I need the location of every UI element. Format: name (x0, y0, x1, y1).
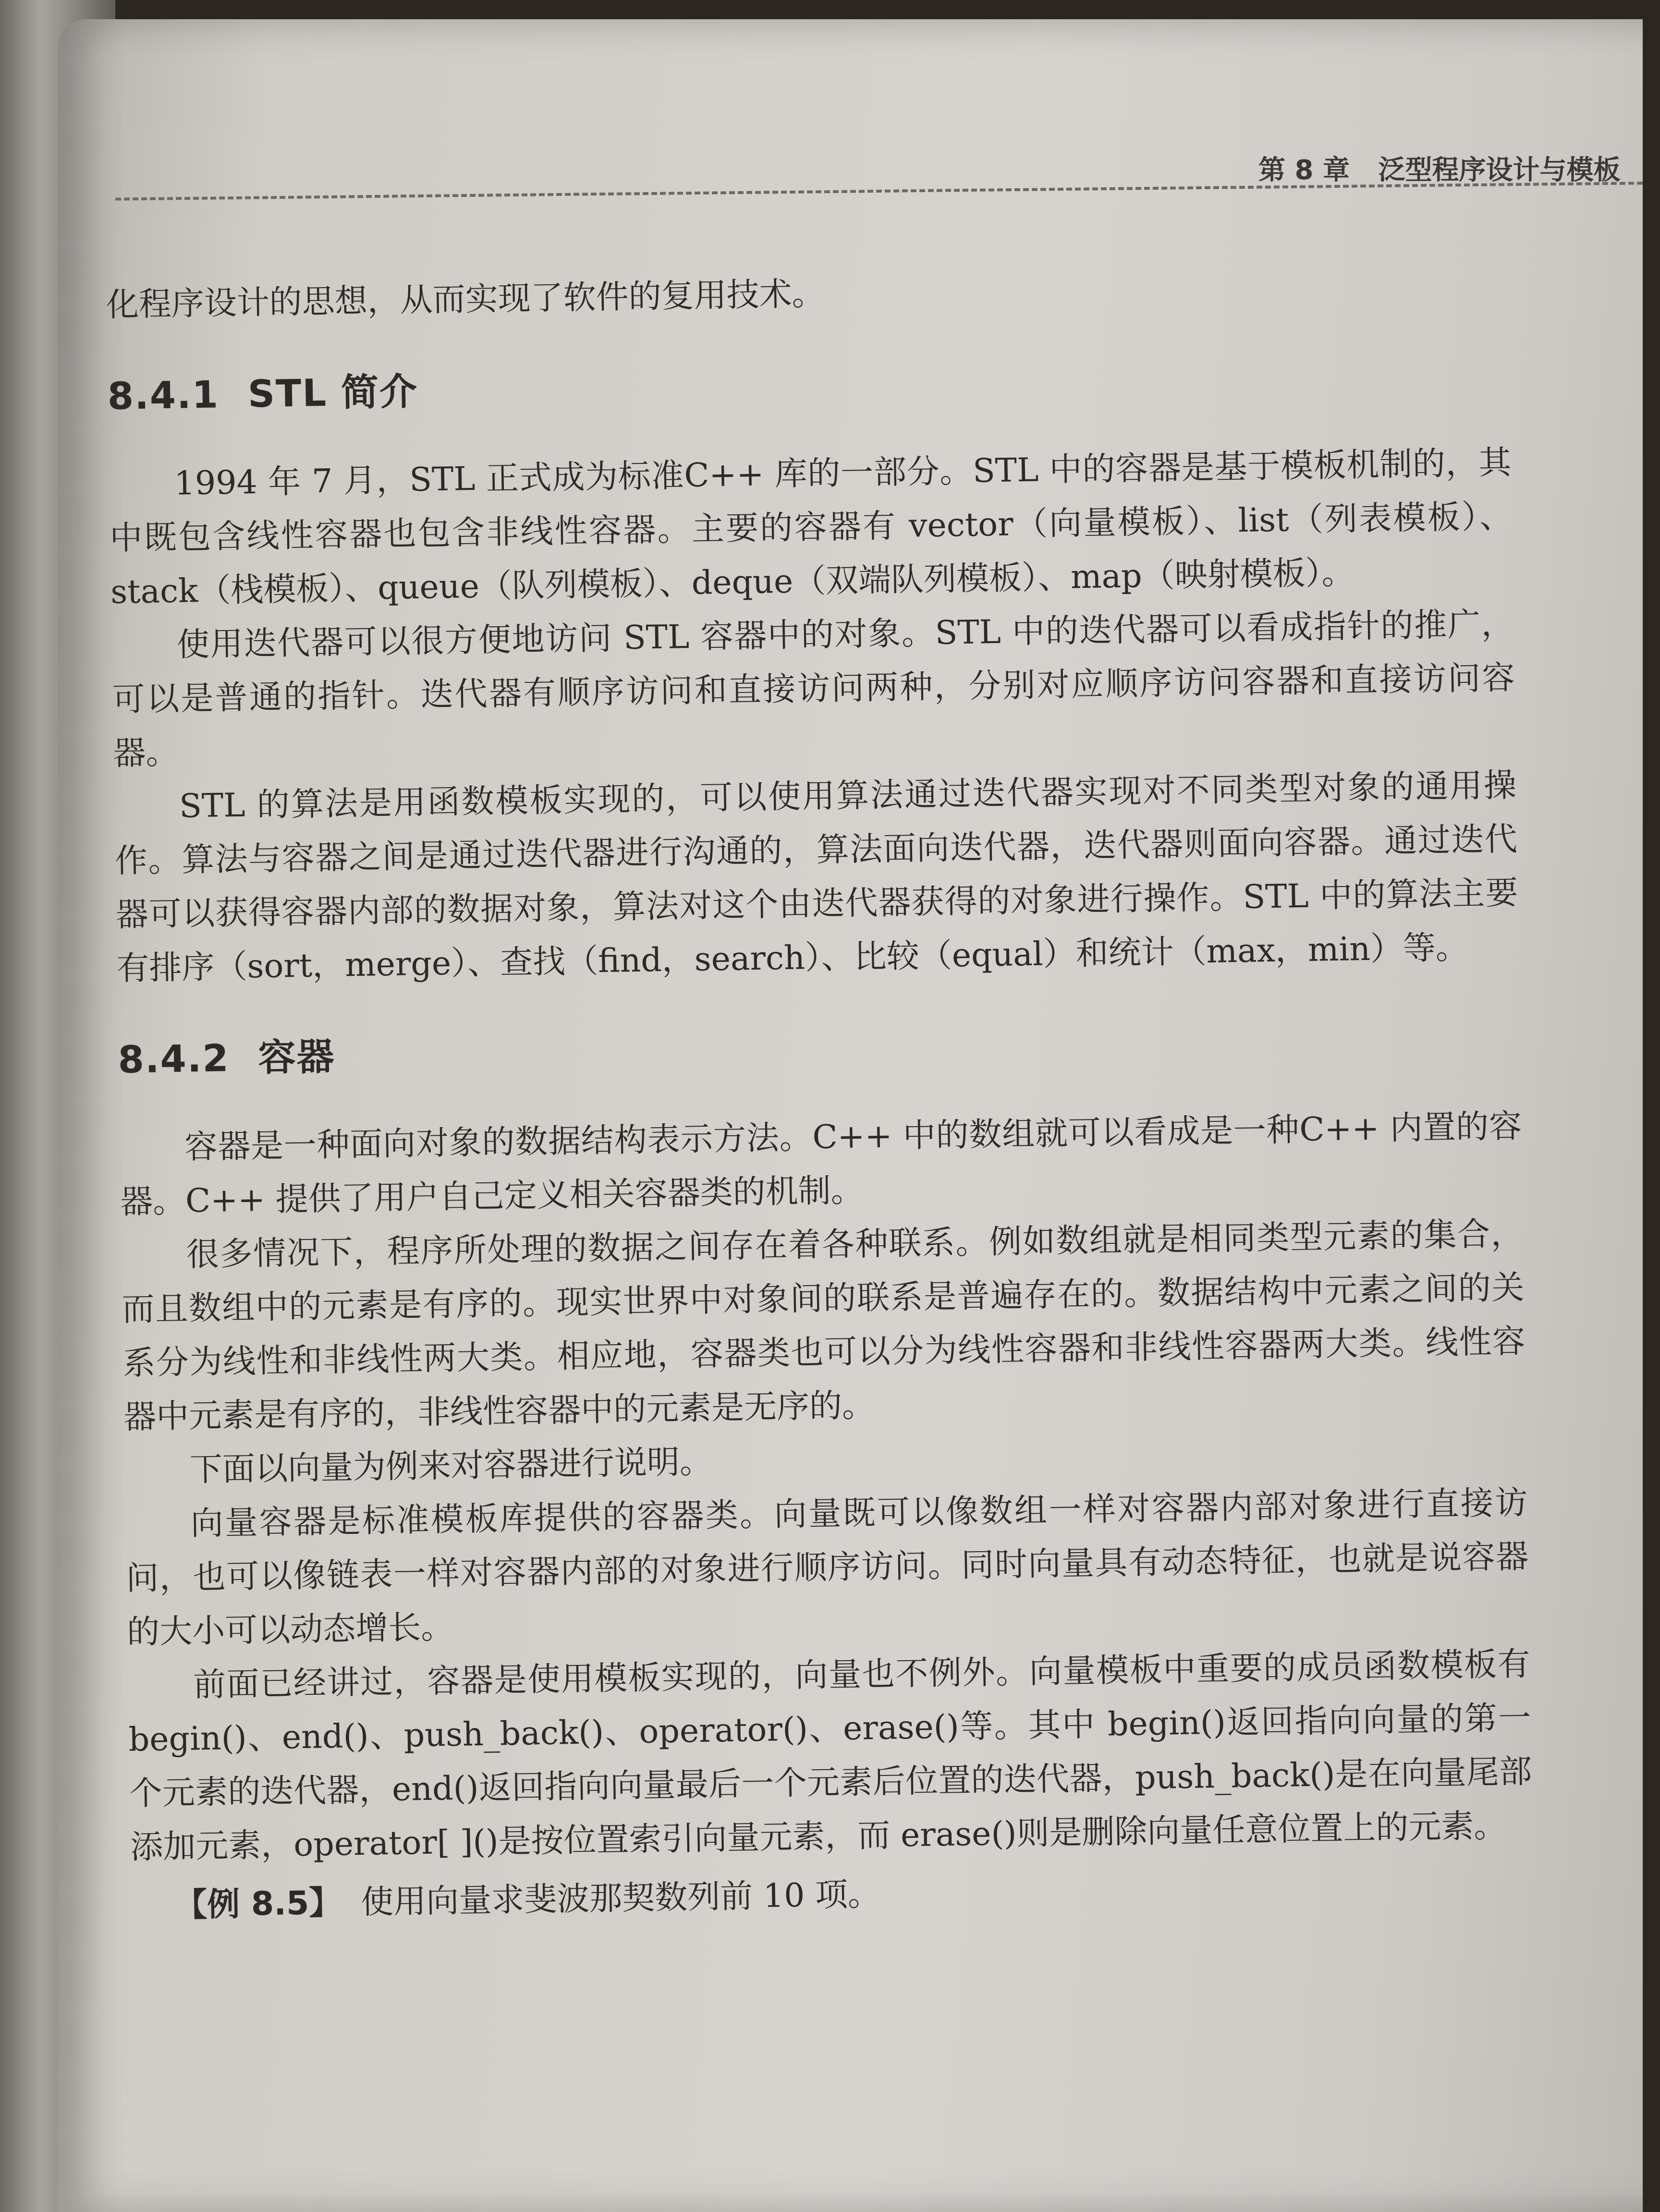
running-header (1258, 149, 1660, 187)
header-divider (115, 182, 1643, 200)
example-tag: 【例 8.5】 (174, 1884, 342, 1925)
header-title: 泛型程序设计与模板 (1378, 155, 1621, 186)
paragraph: 容器是一种面向对象的数据结构表示方法。C++ 中的数组就可以看成是一种C++ 内置的容器。C++ 提供了用户自己定义相关容器类的机制。 (120, 1107, 1522, 1221)
example-text: 使用向量求斐波那契数列前 10 项。 (360, 1875, 881, 1922)
section-number: 8.4.2 (117, 1037, 230, 1082)
page-body (106, 256, 1534, 1933)
section-title: 容器 (257, 1035, 336, 1080)
paragraph: 1994 年 7 月，STL 正式成为标准C++ 库的一部分。STL 中的容器是基于模板机制的，其中既包含线性容器也包含非线性容器。主要的容器有 vector（向量模板）、list（列表模板）、stack（栈模板）、queue（队列模板）、deque（双端队列模板）、map（映射模板）。 (109, 444, 1513, 611)
paragraph: 下面以向量为例来对容器进行说明。 (189, 1443, 713, 1489)
paragraph: 使用迭代器可以很方便地访问 STL 容器中的对象。STL 中的迭代器可以看成指针的推广，可以是普通的指针。迭代器有顺序访问和直接访问两种，分别对应顺序访问容器和直接访问容器。 (112, 605, 1515, 773)
paragraph: 向量容器是标准模板库提供的容器类。向量既可以像数组一样对容器内部对象进行直接访问，也可以像链表一样对容器内部的对象进行顺序访问。同时向量具有动态特征，也就是说容器的大小可以动态增长。 (125, 1483, 1529, 1652)
section-heading-8-4-2 (118, 1011, 1521, 1087)
section-number: 8.4.1 (107, 373, 220, 418)
section-title: STL 简介 (247, 370, 418, 416)
book-page (58, 19, 1643, 2212)
header-chapter: 第 8 章 (1258, 155, 1350, 186)
paragraph: 前面已经讲过，容器是使用模板实现的，向量也不例外。向量模板中重要的成员函数模板有 begin()、end()、push_back()、operator()、erase()等。其中 begin()返回指向向量的第一个元素的迭代器，end()返回指向向量最后一个元素后位置的迭代器，push_back()是在向量尾部添加元素，operator[ ]()是按位置索引向量元素，而 erase()则是删除向量任意位置上的元素。 (128, 1645, 1532, 1867)
paragraph: 很多情况下，程序所处理的数据之间存在着各种联系。例如数组就是相同类型元素的集合，而且数组中的元素是有序的。现实世界中对象间的联系是普遍存在的。数据结构中元素之间的关系分为线性和非线性两大类。相应地，容器类也可以分为线性容器和非线性容器两大类。线性容器中元素是有序的，非线性容器中的元素是无序的。 (122, 1215, 1526, 1436)
section-heading-8-4-1 (107, 348, 1510, 424)
paragraph: STL 的算法是用函数模板实现的，可以使用算法通过迭代器实现对不同类型对象的通用操作。算法与容器之间是通过迭代器进行沟通的，算法面向迭代器，迭代器则面向容器。通过迭代器可以获得容器内部的数据对象，算法对这个由迭代器获得的对象进行操作。STL 中的算法主要有排序（sort，merge）、查找（find，search）、比较（equal）和统计（max，min）等。 (114, 766, 1519, 988)
intro-line: 化程序设计的思想，从而实现了软件的复用技术。 (106, 275, 825, 324)
